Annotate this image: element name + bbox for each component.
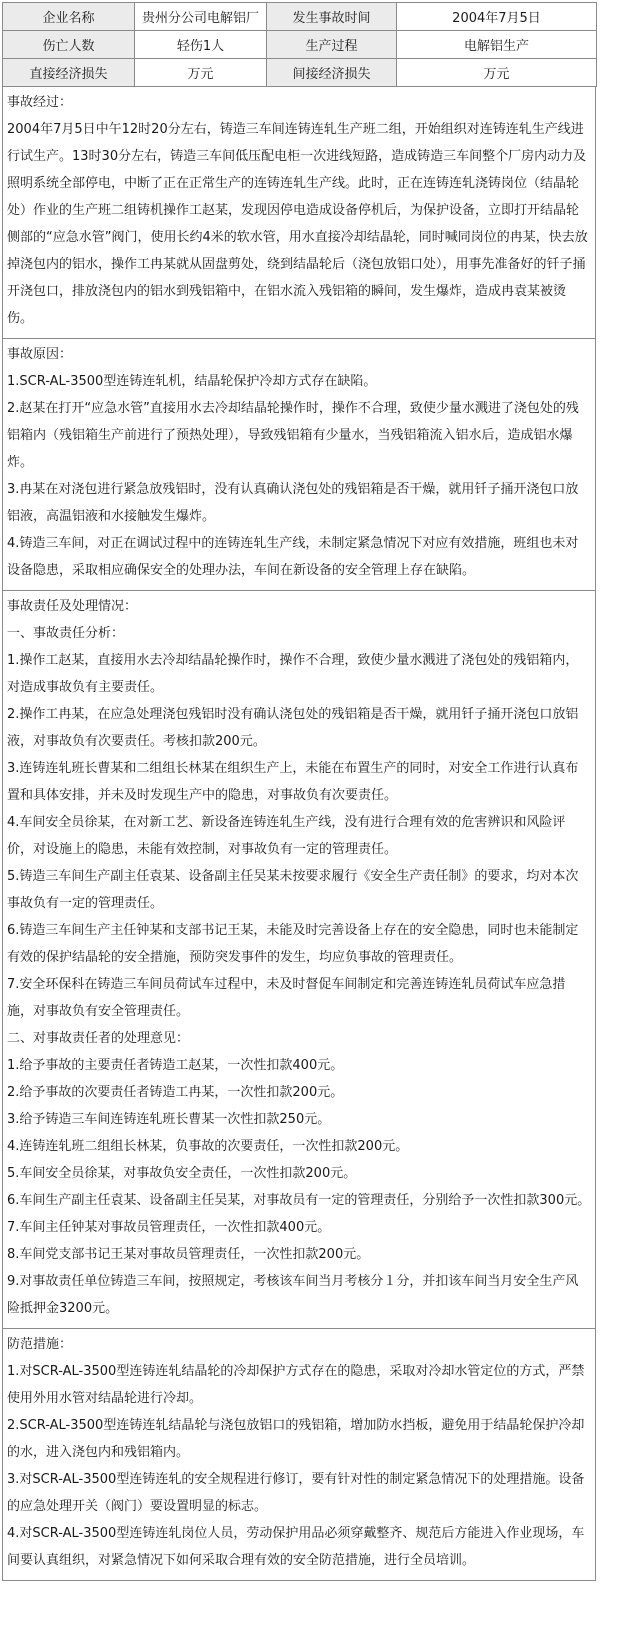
section-title: 事故经过： <box>7 95 73 110</box>
list-item: 1.对SCR-AL-3500型连铸连轧结晶轮的冷却保护方式存在的隐患，采取对冷却水管定位的方式，严禁使用外用水管对结晶轮进行冷却。 <box>7 1364 585 1406</box>
table-row <box>3 31 597 59</box>
list-item: 1.给予事故的主要责任者铸造工赵某，一次性扣款400元。 <box>7 1058 344 1073</box>
paragraph: 2004年7月5日中午12时20分左右，铸造三车间连铸连轧生产班二组，开始组织对连铸连轧生产线进行试生产。13时30分左右，铸造三车间低压配电柜一次进线短路，造成铸造三车间整个厂房内动力及照明系统全部停电，中断了正在正常生产的连铸连轧生产线。此时，正在连铸连轧浇铸岗位（结晶轮处）作业的生产班二组铸机操作工赵某，发现因停电造成设备停机后，为保护设备，立即打开结晶轮侧部的“应急水管”阀门，使用长约4米的软水管，用水直接冷却结晶轮，同时喊同岗位的冉某，快去放掉浇包内的铝水，操作工冉某就从固盘剪处，绕到结晶轮后（浇包放铝口处），用事先准备好的钎子捅开浇包口，排放浇包内的铝水到残铝箱中，在铝水流入残铝箱的瞬间，发生爆炸，造成冉袁某被烫伤。 <box>7 122 588 326</box>
list-item: 3.对SCR-AL-3500型连铸连轧的安全规程进行修订，要有针对性的制定紧急情况下的处理措施。设备的应急处理开关（阀门）要设置明显的标志。 <box>7 1472 585 1514</box>
info-table <box>2 2 597 87</box>
list-item: 3.冉某在对浇包进行紧急放残铝时，没有认真确认浇包处的残铝箱是否干燥，就用钎子捅开浇包口放铝液，高温铝液和水接触发生爆炸。 <box>7 482 579 524</box>
label-accident-time: 发生事故时间 <box>267 3 397 31</box>
accident-report <box>2 2 596 1581</box>
value-process: 电解铝生产 <box>397 31 597 59</box>
subsection-title: 二、对事故责任者的处理意见： <box>7 1031 190 1046</box>
value-accident-time: 2004年7月5日 <box>397 3 597 31</box>
label-company: 企业名称 <box>3 3 135 31</box>
list-item: 5.铸造三车间生产副主任袁某、设备副主任吴某未按要求履行《安全生产责任制》的要求，均对本次事故负有一定的管理责任。 <box>7 869 579 911</box>
list-item: 2.给予事故的次要责任者铸造工冉某，一次性扣款200元。 <box>7 1085 344 1100</box>
list-item: 5.车间安全员徐某，对事故负安全责任，一次性扣款200元。 <box>7 1166 357 1181</box>
list-item: 2.赵某在打开“应急水管”直接用水去冷却结晶轮操作时，操作不合理，致使少量水溅进了浇包处的残铝箱内（残铝箱生产前进行了预热处理），导致残铝箱有少量水，当残铝箱流入铝水后，造成铝水爆炸。 <box>7 401 579 470</box>
list-item: 4.连铸连轧班二组组长林某，负事故的次要责任，一次性扣款200元。 <box>7 1139 409 1154</box>
list-item: 4.铸造三车间，对正在调试过程中的连铸连轧生产线，未制定紧急情况下对应有效措施，班组也未对设备隐患，采取相应确保安全的处理办法，车间在新设备的安全管理上存在缺陷。 <box>7 536 579 578</box>
list-item: 6.铸造三车间生产主任钟某和支部书记王某，未能及时完善设备上存在的安全隐患，同时也未能制定有效的保护结晶轮的安全措施，预防突发事件的发生，均应负事故的管理责任。 <box>7 923 579 965</box>
value-direct-loss: 万元 <box>135 59 267 87</box>
value-casualties: 轻伤1人 <box>135 31 267 59</box>
table-row <box>3 59 597 87</box>
section-responsibility <box>2 591 596 1329</box>
section-title: 防范措施： <box>7 1337 73 1352</box>
table-row <box>3 3 597 31</box>
value-company: 贵州分公司电解铝厂 <box>135 3 267 31</box>
list-item: 7.安全环保科在铸造三车间员荷试车过程中，未及时督促车间制定和完善连铸连轧员荷试车应急措施，对事故负有安全管理责任。 <box>7 977 566 1019</box>
list-item: 9.对事故责任单位铸造三车间，按照规定，考核该车间当月考核分１分，并扣该车间当月安全生产风险抵押金3200元。 <box>7 1274 579 1316</box>
list-item: 1.操作工赵某，直接用水去冷却结晶轮操作时，操作不合理，致使少量水溅进了浇包处的残铝箱内，对造成事故负有主要责任。 <box>7 653 579 695</box>
label-process: 生产过程 <box>267 31 397 59</box>
list-item: 6.车间生产副主任袁某、设备副主任吴某，对事故员有一定的管理责任，分别给予一次性扣款300元。 <box>7 1193 591 1208</box>
section-title: 事故原因： <box>7 347 73 362</box>
list-item: 7.车间主任钟某对事故员管理责任，一次性扣款400元。 <box>7 1220 331 1235</box>
section-course <box>2 87 596 339</box>
list-item: 3.连铸连轧班长曹某和二组组长林某在组织生产上，未能在布置生产的同时，对安全工作进行认真布置和具体安排，并未及时发现生产中的隐患，对事故负有次要责任。 <box>7 761 579 803</box>
label-casualties: 伤亡人数 <box>3 31 135 59</box>
section-title: 事故责任及处理情况： <box>7 599 138 614</box>
label-direct-loss: 直接经济损失 <box>3 59 135 87</box>
list-item: 4.对SCR-AL-3500型连铸连轧岗位人员，劳动保护用品必须穿戴整齐、规范后方能进入作业现场，车间要认真组织，对紧急情况下如何采取合理有效的安全防范措施，进行全员培训。 <box>7 1526 585 1568</box>
section-prevention <box>2 1329 596 1581</box>
list-item: 1.SCR-AL-3500型连铸连轧机，结晶轮保护冷却方式存在缺陷。 <box>7 374 377 389</box>
value-indirect-loss: 万元 <box>397 59 597 87</box>
list-item: 4.车间安全员徐某，在对新工艺、新设备连铸连轧生产线，没有进行合理有效的危害辨识和风险评价，对设施上的隐患，未能有效控制，对事故负有一定的管理责任。 <box>7 815 566 857</box>
list-item: 8.车间党支部书记王某对事故员管理责任，一次性扣款200元。 <box>7 1247 370 1262</box>
list-item: 2.SCR-AL-3500型连铸连轧结晶轮与浇包放铝口的残铝箱，增加防水挡板，避免用于结晶轮保护冷却的水，进入浇包内和残铝箱内。 <box>7 1418 585 1460</box>
list-item: 2.操作工冉某，在应急处理浇包残铝时没有确认浇包处的残铝箱是否干燥，就用钎子捅开浇包口放铝液，对事故负有次要责任。考核扣款200元。 <box>7 707 579 749</box>
label-indirect-loss: 间接经济损失 <box>267 59 397 87</box>
section-causes <box>2 339 596 591</box>
list-item: 3.给予铸造三车间连铸连轧班长曹某一次性扣款250元。 <box>7 1112 331 1127</box>
subsection-title: 一、事故责任分析： <box>7 626 125 641</box>
